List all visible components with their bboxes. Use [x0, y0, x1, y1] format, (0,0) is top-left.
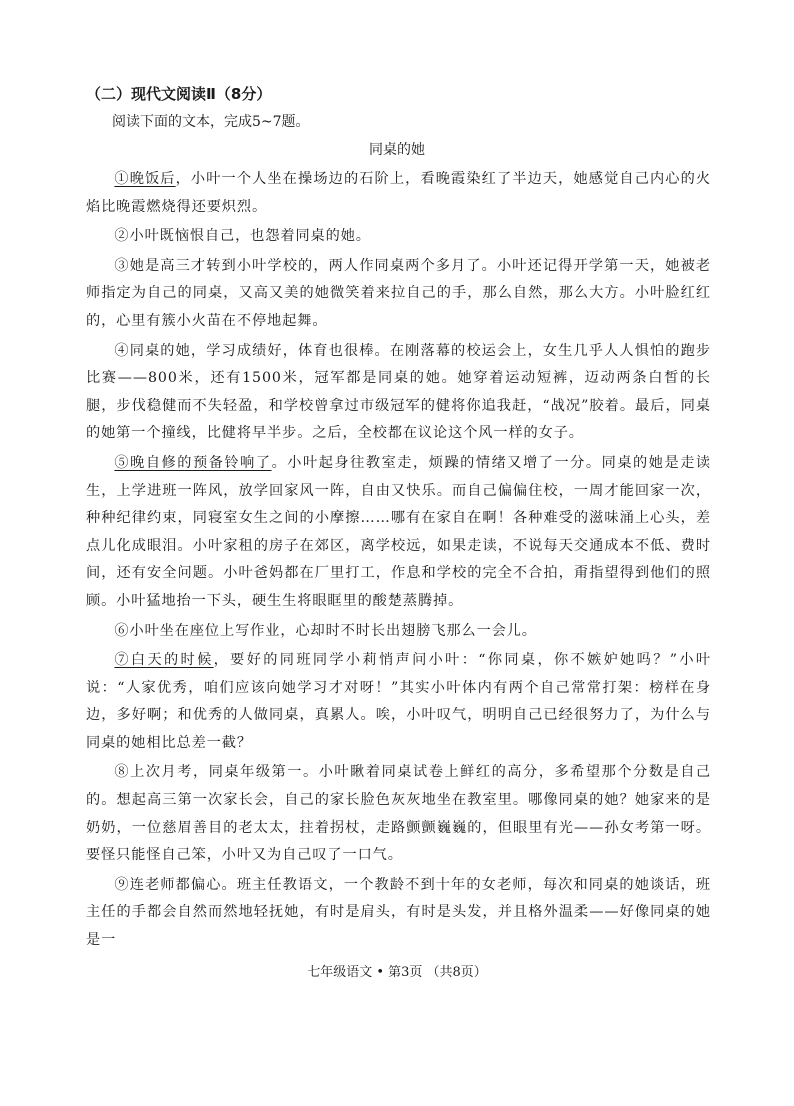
paragraph-4 — [86, 338, 711, 448]
article-title: 同桌的她 — [369, 142, 425, 158]
paragraph-text: ，要好的同班同学小莉悄声问小叶：“你同桌，你不嫉妒她吗？”小叶说：“人家优秀，咱们应该向她学习才对呀！”其实小叶体内有两个自己常常打架：榜样在身边，多好啊；和优秀的人做同桌，真累人。唉，小叶叹气，明明自己已经很努力了，为什么与同桌的她相比总差一截？ — [86, 652, 711, 751]
paragraph-3 — [86, 253, 711, 336]
paragraph-text: ④同桌的她，学习成绩好，体育也很棒。在刚落幕的校运会上，女生几乎人人惧怕的跑步比赛——800米，还有1500米，冠军都是同桌的她。她穿着运动短裤，迈动两条白皙的长腿，步伐稳健而不失轻盈，和学校曾拿过市级冠军的健将你追我赶，“战况”胶着。最后，同桌的她第一个撞线，比健将早半步。之后，全校都在议论这个风一样的女子。 — [86, 342, 711, 442]
paragraph-8 — [86, 759, 711, 869]
underlined-phrase: ⑤晚自修的预备铃响了 — [114, 454, 272, 471]
section-title: （二）现代文阅读Ⅱ（8分） — [86, 85, 272, 103]
paragraph-text: ⑧上次月考，同桌年级第一。小叶瞅着同桌试卷上鲜红的高分，多希望那个分数是自己的。想起高三第一次家长会，自己的家长脸色灰灰地坐在教室里。哪像同桌的她？她家来的是奶奶，一位慈眉善目的老太太，拄着拐杖，走路颤颤巍巍的，但眼里有光——孙女考第一呀。要怪只能怪自己笨，小叶又为自己叹了一口气。 — [86, 764, 711, 864]
paragraph-6 — [86, 618, 711, 646]
paragraph-text: ⑥小叶坐在座位上写作业，心却时不时长出翅膀飞那么一会儿。 — [114, 622, 537, 639]
paragraph-7 — [86, 647, 711, 757]
reading-instruction: 阅读下面的文本，完成5~7题。 — [112, 114, 310, 130]
page-footer: 七年级语文 • 第3页 （共8页） — [307, 965, 487, 980]
paragraph-5 — [86, 450, 711, 616]
underlined-phrase: ⑦白天的时候 — [114, 652, 214, 669]
paragraph-text: ③她是高三才转到小叶学校的，两人作同桌两个多月了。小叶还记得开学第一天，她被老师指定为自己的同桌，又高又美的她微笑着来拉自己的手，那么自然，那么大方。小叶脸红红的，心里有簇小火苗在不停地起舞。 — [86, 257, 711, 329]
paragraph-1 — [86, 166, 711, 221]
paragraph-text: ②小叶既恼恨自己，也怨着同桌的她。 — [114, 228, 371, 245]
underlined-phrase: ①晚饭后 — [114, 171, 176, 187]
paragraph-text: ，小叶一个人坐在操场边的石阶上，看晚霞染红了半边天，她感觉自己内心的火焰比晚霞燃烧得还要炽烈。 — [86, 171, 711, 215]
article-body — [86, 166, 711, 957]
paragraph-9 — [86, 872, 711, 955]
paragraph-text: ⑨连老师都偏心。班主任教语文，一个教龄不到十年的女老师，每次和同桌的她谈话，班主任的手都会自然而然地轻抚她，有时是肩头，有时是头发，并且格外温柔——好像同桌的她是一 — [86, 876, 711, 949]
paragraph-text: 。小叶起身往教室走，烦躁的情绪又增了一分。同桌的她是走读生，上学进班一阵风，放学回家风一阵，自由又快乐。而自己偏偏住校，一周才能回家一次，种种纪律约束，同寝室女生之间的小摩擦……哪有在家自在啊！各种难受的滋味涌上心头，差点儿化成眼泪。小叶家租的房子在郊区，离学校远，如果走读，不说每天交通成本不低、费时间，还有安全问题。小叶爸妈都在厂里打工，作息和学校的完全不合拍，甭指望得到他们的照顾。小叶猛地抬一下头，硬生生将眼眶里的酸楚蒸腾掉。 — [86, 454, 711, 609]
paragraph-2 — [86, 223, 711, 251]
